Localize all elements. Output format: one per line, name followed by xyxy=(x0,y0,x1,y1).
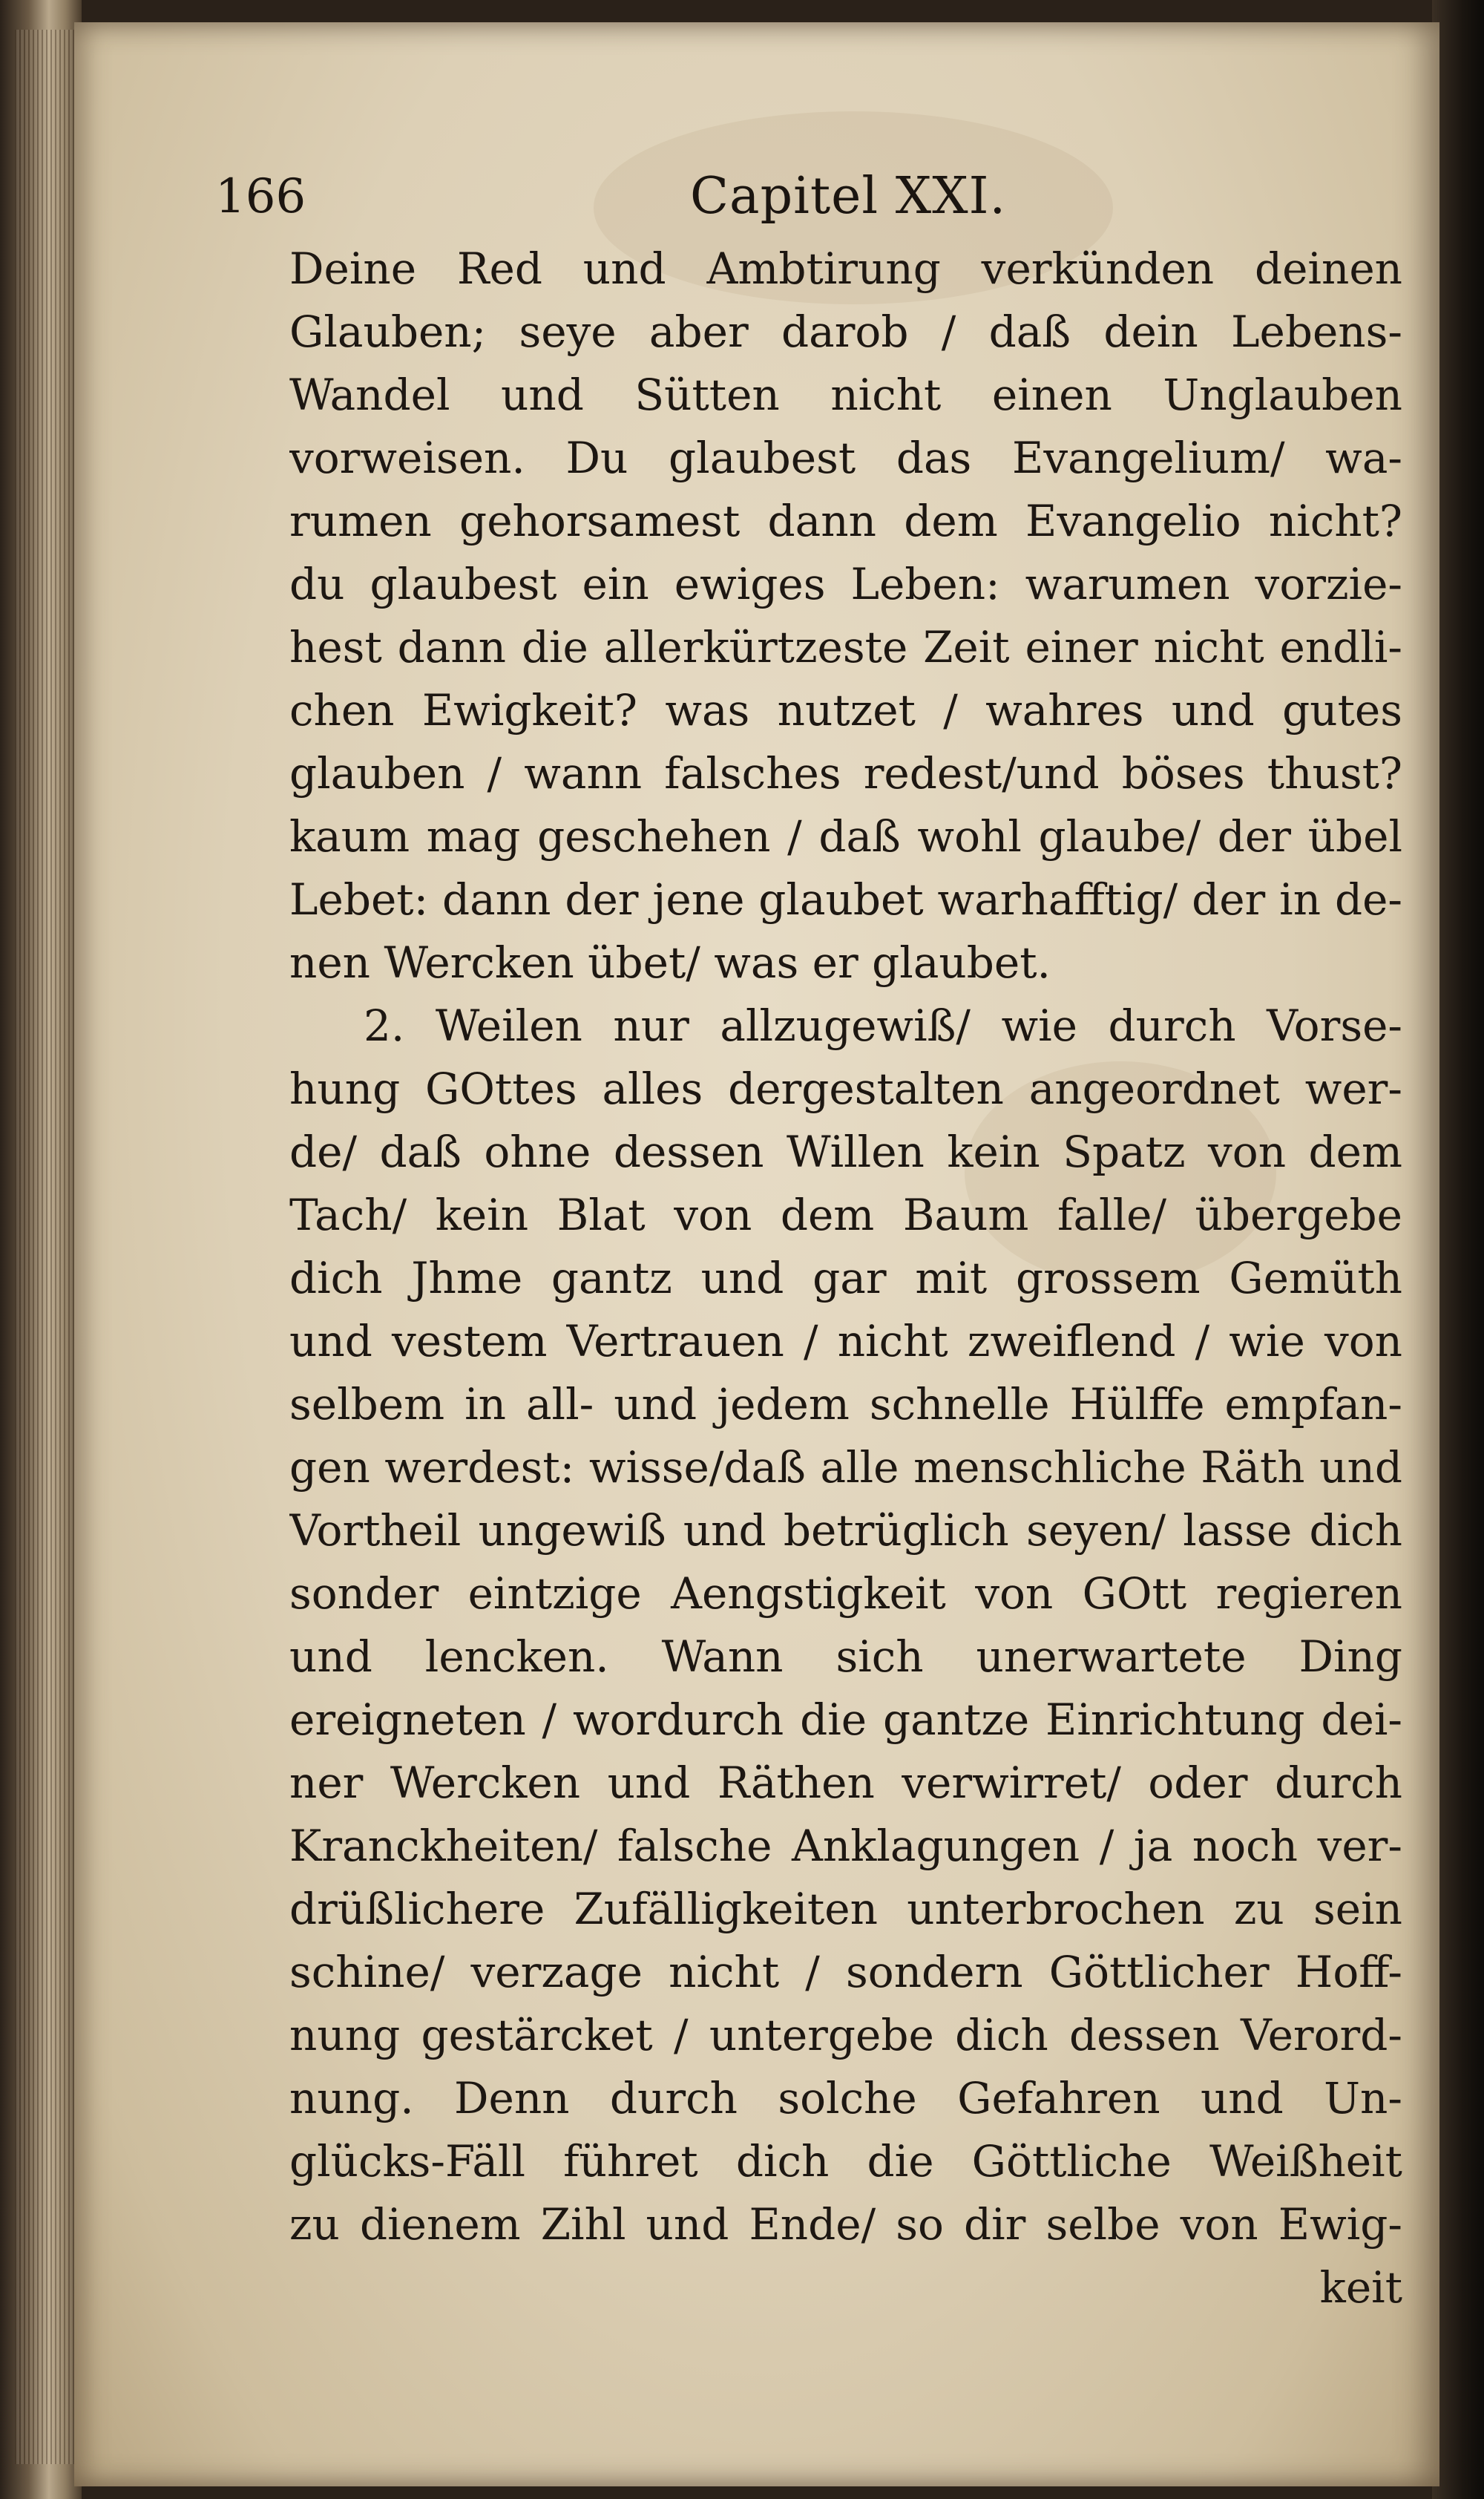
body-text xyxy=(289,238,1402,2319)
text-line: Tach/ kein Blat von dem Baum falle/ übergebe xyxy=(289,1190,1402,1240)
page-stack-lines xyxy=(15,30,74,2464)
text-line: sonder eintzige Aengstigkeit von GOtt regieren xyxy=(289,1568,1402,1619)
text-line: schine/ verzage nicht / sondern Göttlicher Hoff- xyxy=(289,1947,1402,1997)
text-line: und lencken. Wann sich unerwartete Ding xyxy=(289,1631,1402,1682)
running-head: Capitel XXI. xyxy=(690,167,1007,226)
text-line: Wandel und Sütten nicht einen Unglauben xyxy=(289,370,1402,420)
text-line: de/ daß ohne dessen Willen kein Spatz von dem xyxy=(289,1127,1402,1177)
text-line: ner Wercken und Räthen verwirret/ oder durch xyxy=(289,1758,1402,1808)
text-line: rumen gehorsamest dann dem Evangelio nicht? xyxy=(289,496,1402,546)
text-line: zu dienem Zihl und Ende/ so dir selbe von Ewig- xyxy=(289,2199,1402,2250)
text-line: glücks-Fäll führet dich die Göttliche Weißheit xyxy=(289,2136,1402,2187)
text-line: gen werdest: wisse/daß alle menschliche Räth und xyxy=(289,1442,1402,1493)
text-line: du glaubest ein ewiges Leben: warumen vorzie- xyxy=(289,559,1402,609)
text-line: kaum mag geschehen / daß wohl glaube/ der übel xyxy=(289,811,1402,862)
text-line: glauben / wann falsches redest/und böses thust? xyxy=(289,748,1402,799)
text-line: nung gestärcket / untergebe dich dessen Verord- xyxy=(289,2010,1402,2060)
right-binding-shadow xyxy=(1432,0,1484,2499)
text-line: vorweisen. Du glaubest das Evangelium/ wa- xyxy=(289,433,1402,483)
catchword: keit xyxy=(1319,2262,1402,2313)
text-line: ereigneten / wordurch die gantze Einrichtung dei- xyxy=(289,1694,1402,1745)
text-line: nung. Denn durch solche Gefahren und Un- xyxy=(289,2073,1402,2123)
text-line: Vortheil ungewiß und betrüglich seyen/ lasse dich xyxy=(289,1505,1402,1556)
paragraph-end-line: nen Wercken übet/ was er glaubet. xyxy=(289,937,1051,988)
text-line: Kranckheiten/ falsche Anklagungen / ja noch ver- xyxy=(289,1821,1402,1871)
left-page-edges xyxy=(0,0,82,2499)
text-line: Glauben; seye aber darob / daß dein Lebens- xyxy=(289,307,1402,357)
paragraph-start-line: 2. Weilen nur allzugewiß/ wie durch Vorse- xyxy=(364,1000,1402,1051)
page-number: 166 xyxy=(215,169,306,224)
text-line: Deine Red und Ambtirung verkünden deinen xyxy=(289,243,1402,294)
text-line: dich Jhme gantz und gar mit grossem Gemüth xyxy=(289,1253,1402,1303)
text-line: und vestem Vertrauen / nicht zweiflend / wie von xyxy=(289,1316,1402,1366)
text-line: chen Ewigkeit? was nutzet / wahres und gutes xyxy=(289,685,1402,736)
text-line: hest dann die allerkürtzeste Zeit einer nicht endli- xyxy=(289,622,1402,672)
text-line: drüßlichere Zufälligkeiten unterbrochen zu sein xyxy=(289,1884,1402,1934)
text-line: selbem in all- und jedem schnelle Hülffe empfan- xyxy=(289,1379,1402,1429)
text-line: Lebet: dann der jene glaubet warhafftig/ der in de- xyxy=(289,874,1402,925)
text-line: hung GOttes alles dergestalten angeordnet wer- xyxy=(289,1064,1402,1114)
page-header xyxy=(215,160,1380,249)
